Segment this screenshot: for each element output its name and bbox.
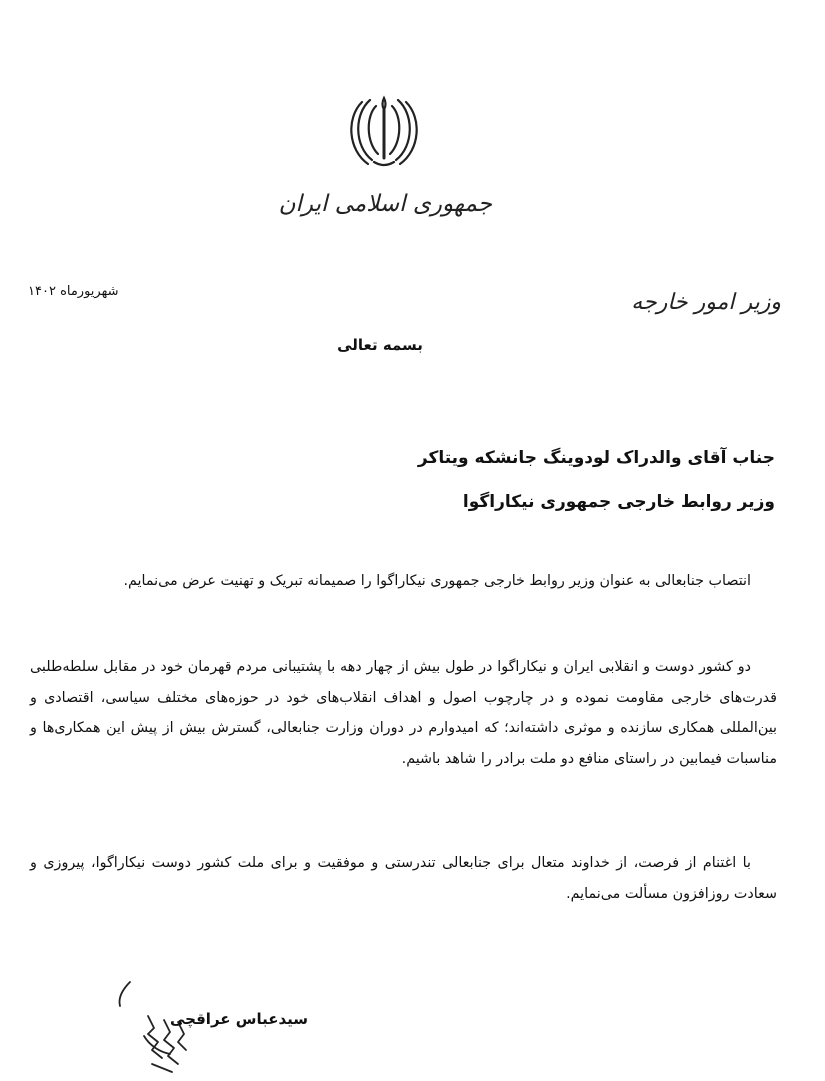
invocation-heading: بسمه تعالی xyxy=(337,336,423,354)
addressee-title: وزیر روابط خارجی جمهوری نیکاراگوا xyxy=(462,492,775,512)
country-name-script: جمهوری اسلامی ایران xyxy=(278,191,492,217)
signer-name: سیدعباس عراقچی xyxy=(170,1010,308,1028)
letter-date: شهریورماه ۱۴۰۲ xyxy=(28,284,119,299)
iran-emblem-icon xyxy=(338,92,430,170)
addressee-name: جناب آقای والدراک لودوینگ جانشکه ویتاکر xyxy=(417,448,775,468)
body-paragraph-1: انتصاب جنابعالی به عنوان وزیر روابط خارجی جمهوری نیکاراگوا را صمیمانه تبریک و تهنیت عرض می‌نمایم. xyxy=(123,573,751,589)
ministry-title-script: وزیر امور خارجه xyxy=(631,290,781,315)
body-paragraph-2: دو کشور دوست و انقلابی ایران و نیکاراگوا در طول بیش از چهار دهه با پشتیبانی مردم قهرمان خود در مقابل سلطه‌طلبی قدرت‌های خارجی مقاومت نموده و در چارچوب اصول و اهداف انقلاب‌های خود در حوزه‌های مختلف سیاسی، اقتصادی و بین‌المللی همکاری سازنده و موثری داشته‌اند؛ که امیدوارم در دوران وزارت جنابعالی، گسترش بیش از پیش این همکاری‌ها و مناسبات فیمابین در راستای منافع دو ملت برادر را شاهد باشیم. xyxy=(30,659,777,767)
body-paragraph-3: با اغتنام از فرصت، از خداوند متعال برای جنابعالی تندرستی و موفقیت و برای ملت کشور دوست نیکاراگوا، پیروزی و سعادت روزافزون مسألت می‌نمایم. xyxy=(30,855,777,902)
